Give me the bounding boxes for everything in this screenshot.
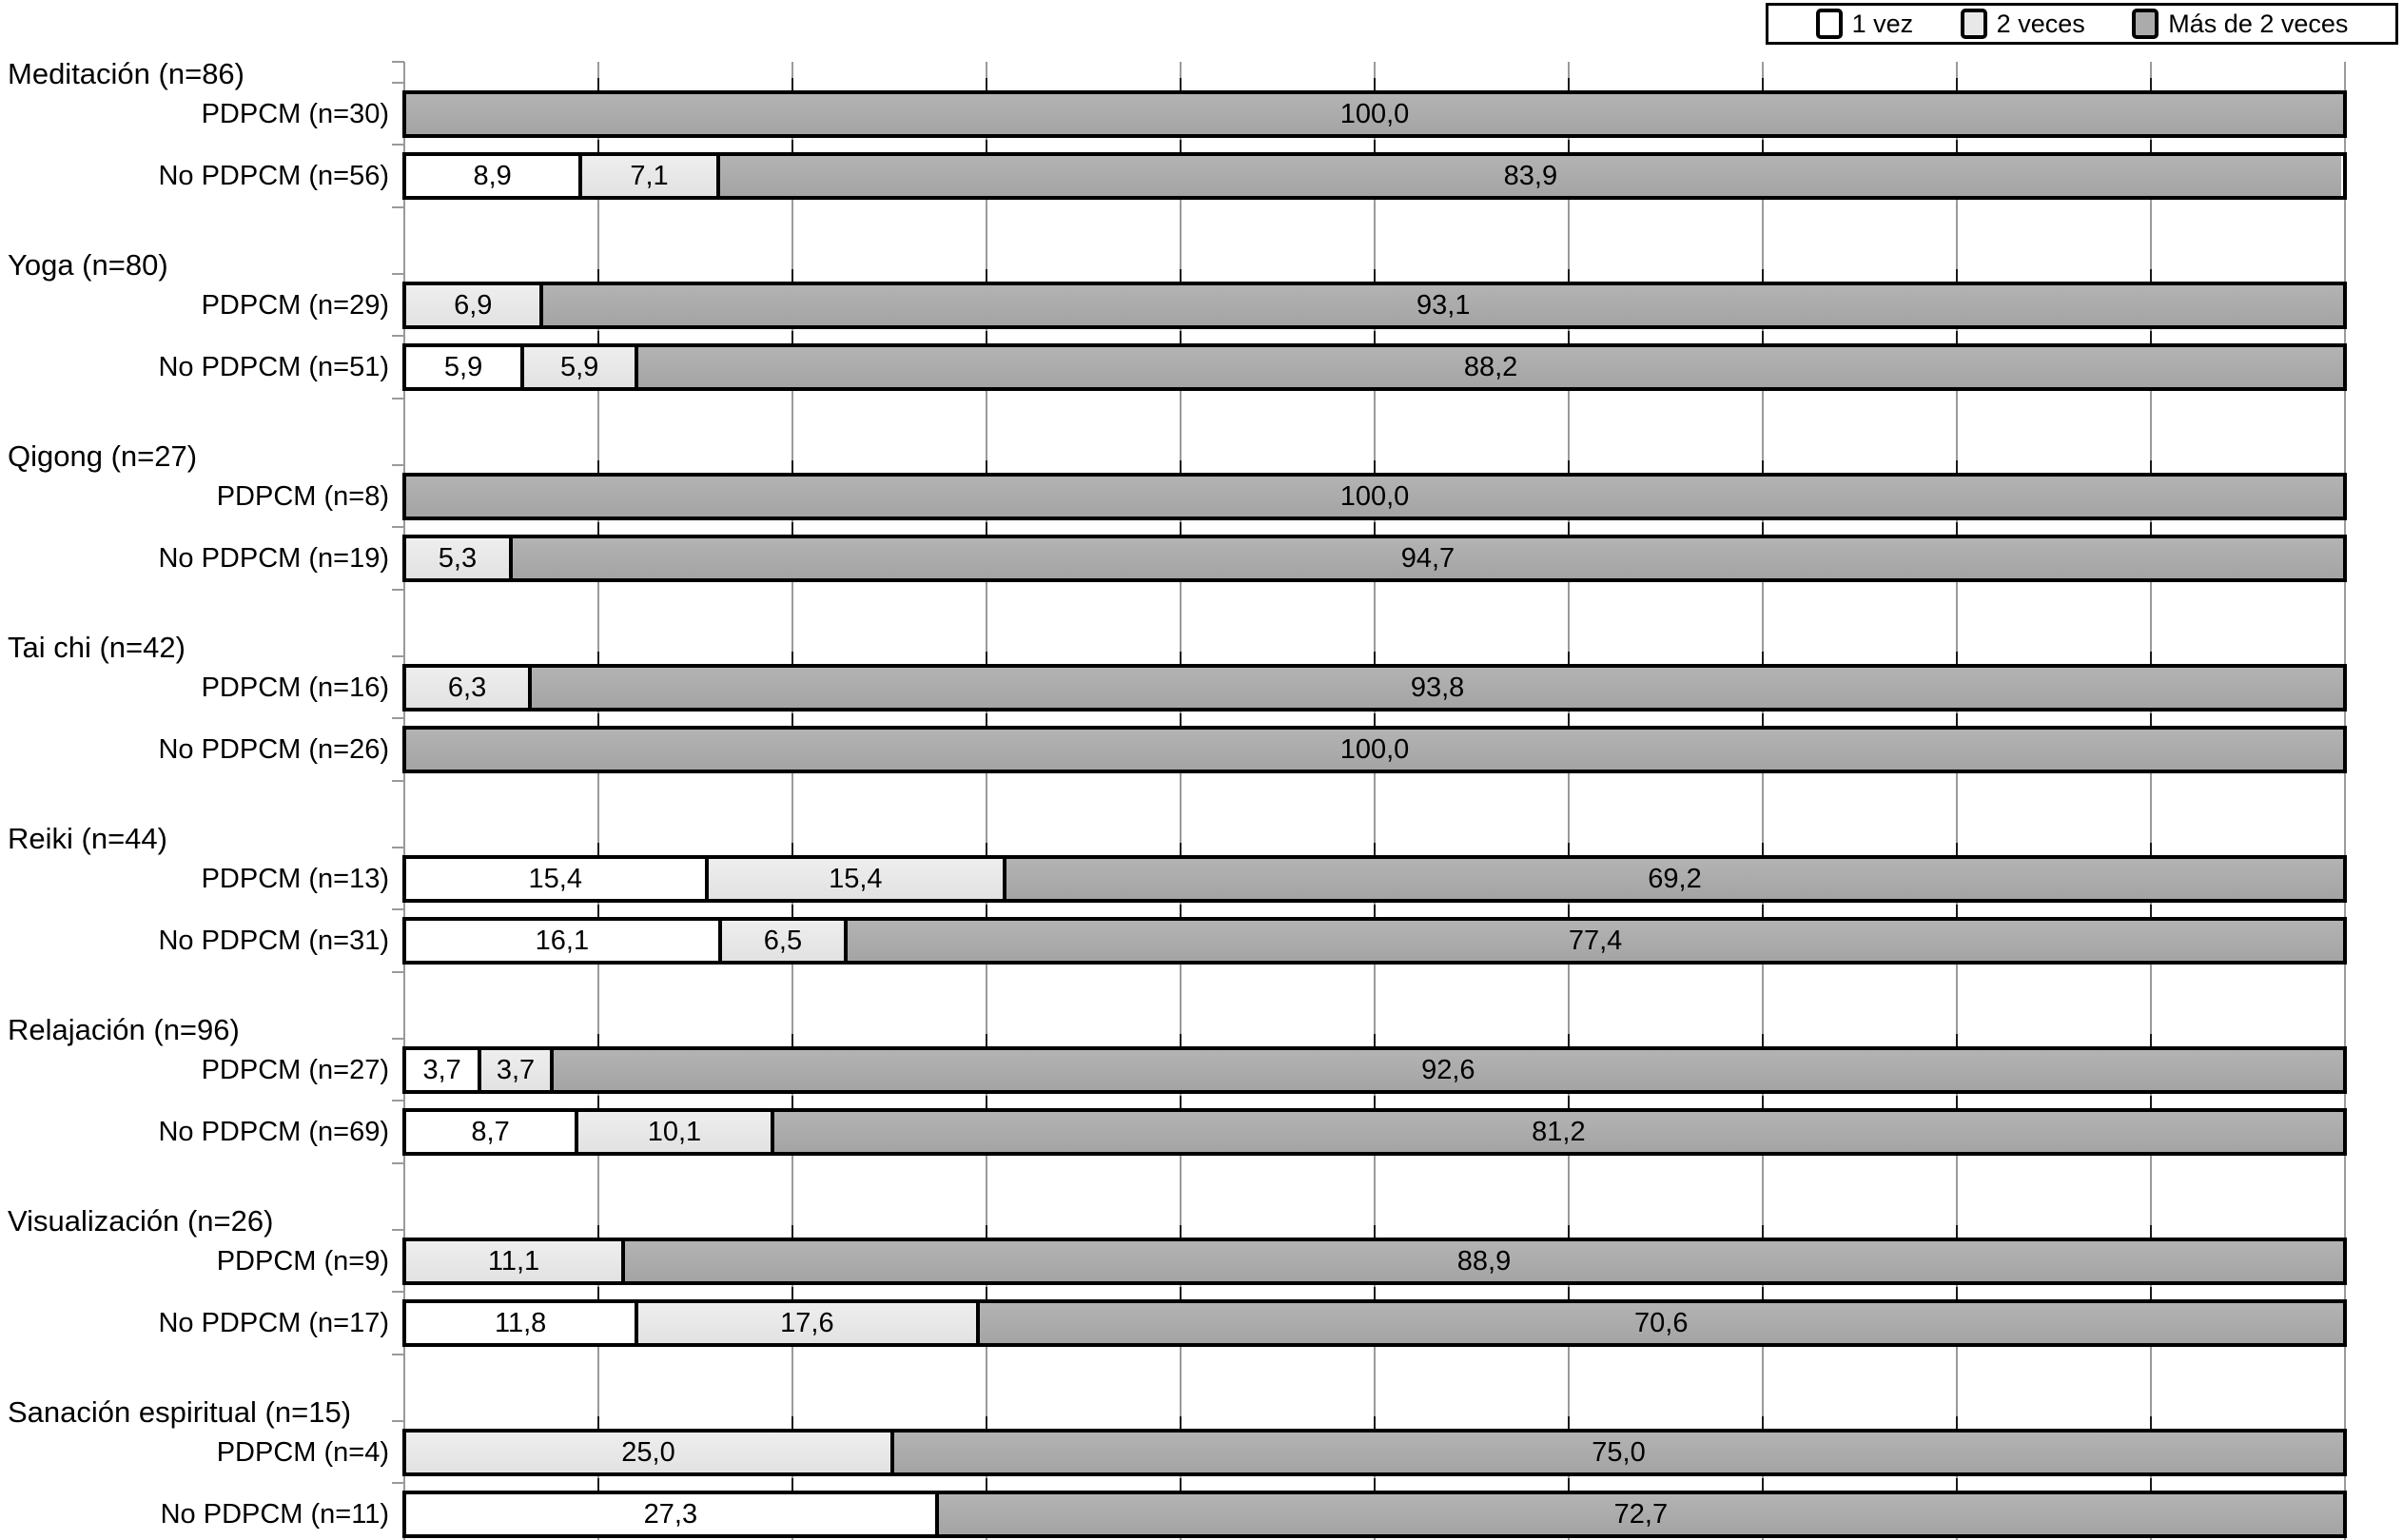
bar-gridline-tick [791,1225,793,1238]
bar-gridline-tick [2150,331,2152,343]
bar-gridline-tick [1374,1416,1376,1429]
segment-value: 5,9 [560,351,599,382]
segment-value: 69,2 [1648,863,1702,894]
segment-value: 11,1 [487,1245,540,1277]
bar-gridline-tick [1568,905,1570,917]
axis-tick [392,82,404,84]
bar-gridline-tick [1762,331,1764,343]
bar-gridline-tick [1374,331,1376,343]
segment-2-veces [578,156,716,196]
segment-2-veces [478,1050,549,1090]
bar-gridline-tick [1180,1478,1182,1491]
bar-gridline-tick [1956,331,1958,343]
axis-tick [392,335,404,337]
legend-item-1-vez [1816,9,1914,39]
bar-gridline-tick [791,843,793,855]
bar-gridline-tick [1568,140,1570,152]
bar-yoga-n-80-no-pdpcm-n-51 [402,343,2347,391]
bar-gridline-tick [986,652,987,664]
segment-value: 75,0 [1592,1436,1646,1468]
bar-gridline-tick [2150,1034,2152,1046]
segment-value: 5,9 [443,351,483,382]
bar-gridline-tick [986,905,987,917]
bar-gridline-tick [597,1287,599,1299]
segment-mas-de-2-veces [406,94,2343,134]
bar-qigong-n-27-no-pdpcm-n-19 [402,535,2347,582]
bar-tai-chi-n-42-no-pdpcm-n-26 [402,726,2347,773]
axis-tick [392,780,404,782]
bar-gridline-tick [2150,843,2152,855]
segment-value: 16,1 [535,925,590,956]
bar-gridline-tick [1762,1034,1764,1046]
bar-gridline-tick [1568,1478,1570,1491]
axis-tick [392,206,404,208]
segment-1-vez [406,859,705,899]
segment-value: 25,0 [621,1436,675,1468]
bar-gridline-tick [1762,1225,1764,1238]
bar-gridline-tick [1956,460,1958,473]
legend-swatch-mas-de-2-veces [2132,9,2159,39]
bar-gridline-tick [1762,269,1764,282]
bar-gridline-tick [1374,1096,1376,1108]
segment-value: 15,4 [528,863,582,894]
bar-gridline-tick [1568,843,1570,855]
group-label-meditacion-n-86: Meditación (n=86) [8,57,244,90]
bar-gridline-tick [1762,905,1764,917]
segment-mas-de-2-veces [1003,859,2343,899]
axis-tick [392,971,404,973]
bar-gridline-tick [1956,1096,1958,1108]
segment-2-veces [406,285,539,325]
axis-tick [392,1420,404,1422]
axis-tick [392,273,404,275]
bar-gridline-tick [986,1287,987,1299]
bar-gridline-tick [1956,905,1958,917]
bar-visualizacion-n-26-no-pdpcm-n-17 [402,1299,2347,1347]
bar-gridline-tick [791,331,793,343]
axis-tick [392,847,404,848]
bar-relajacion-n-96-no-pdpcm-n-69 [402,1108,2347,1156]
segment-value: 11,8 [494,1307,547,1338]
segment-value: 6,3 [447,672,487,703]
axis-tick [392,1162,404,1164]
bar-gridline-tick [1180,843,1182,855]
bar-gridline-tick [1180,1225,1182,1238]
bar-gridline-tick [1762,843,1764,855]
bar-gridline-tick [1956,1034,1958,1046]
bar-meditacion-n-86-pdpcm-n-30 [402,90,2347,138]
bar-gridline-tick [791,78,793,90]
bar-gridline-tick [1180,522,1182,535]
axis-tick [392,1482,404,1484]
bar-relajacion-n-96-pdpcm-n-27 [402,1046,2347,1094]
bar-gridline-tick [791,1096,793,1108]
axis-tick [392,655,404,657]
segment-value: 17,6 [780,1307,834,1338]
segment-value: 93,1 [1416,289,1471,321]
segment-1-vez [406,156,578,196]
bar-gridline-tick [597,331,599,343]
bar-gridline-tick [986,269,987,282]
row-label-meditacion-n-86-no-pdpcm-n-56: No PDPCM (n=56) [158,161,389,191]
bar-gridline-tick [1762,713,1764,726]
segment-value: 8,9 [473,160,512,191]
bar-gridline-tick [986,713,987,726]
segment-mas-de-2-veces [716,156,2341,196]
row-label-relajacion-n-96-pdpcm-n-27: PDPCM (n=27) [201,1055,389,1085]
bar-gridline-tick [597,1225,599,1238]
bar-gridline-tick [791,1287,793,1299]
bar-gridline-tick [2150,140,2152,152]
segment-mas-de-2-veces [635,347,2343,387]
bar-gridline-tick [1374,843,1376,855]
axis-tick [392,589,404,591]
bar-gridline-tick [2150,1478,2152,1491]
row-label-reiki-n-44-no-pdpcm-n-31: No PDPCM (n=31) [158,926,389,956]
bar-gridline-tick [986,843,987,855]
bar-gridline-tick [791,652,793,664]
bar-gridline-tick [1956,843,1958,855]
bar-gridline-tick [1374,269,1376,282]
bar-gridline-tick [1956,1416,1958,1429]
segment-value: 83,9 [1503,160,1558,191]
segment-mas-de-2-veces [406,477,2343,517]
legend-label: Más de 2 veces [2168,9,2349,38]
axis-tick [392,526,404,528]
bar-gridline-tick [2150,269,2152,282]
bar-gridline-tick [1568,1287,1570,1299]
bar-gridline-tick [1180,713,1182,726]
row-label-visualizacion-n-26-pdpcm-n-9: PDPCM (n=9) [216,1246,389,1277]
bar-gridline-tick [1568,1034,1570,1046]
axis-tick [392,1354,404,1355]
segment-value: 77,4 [1568,925,1623,956]
bar-gridline-tick [2150,652,2152,664]
bar-gridline-tick [1762,652,1764,664]
segment-value: 72,7 [1613,1498,1669,1530]
bar-gridline-tick [2150,1225,2152,1238]
bar-gridline-tick [791,905,793,917]
segment-mas-de-2-veces [890,1433,2343,1472]
segment-2-veces [406,538,509,578]
bar-gridline-tick [1956,78,1958,90]
bar-gridline-tick [1374,140,1376,152]
segment-mas-de-2-veces [976,1303,2343,1343]
bar-gridline-tick [1374,905,1376,917]
segment-2-veces [705,859,1004,899]
segment-2-veces [718,921,844,961]
bar-gridline-tick [1762,1478,1764,1491]
bar-gridline-tick [1568,1096,1570,1108]
group-label-relajacion-n-96: Relajación (n=96) [8,1013,240,1046]
bar-gridline-tick [1180,1416,1182,1429]
bar-gridline-tick [986,1034,987,1046]
bar-gridline-tick [1568,269,1570,282]
axis-tick [392,1229,404,1231]
bar-gridline-tick [1374,1478,1376,1491]
bar-sanacion-espiritual-n-15-pdpcm-n-4 [402,1429,2347,1476]
segment-value: 27,3 [643,1498,698,1530]
bar-gridline-tick [1180,78,1182,90]
segment-mas-de-2-veces [539,285,2343,325]
segment-2-veces [575,1112,771,1152]
row-label-reiki-n-44-pdpcm-n-13: PDPCM (n=13) [201,864,389,894]
bar-gridline-tick [2150,1416,2152,1429]
segment-value: 3,7 [496,1054,536,1085]
row-label-yoga-n-80-pdpcm-n-29: PDPCM (n=29) [201,290,389,321]
bar-qigong-n-27-pdpcm-n-8 [402,473,2347,520]
segment-mas-de-2-veces [844,921,2343,961]
bar-gridline-tick [597,1416,599,1429]
segment-value: 93,8 [1410,672,1465,703]
bar-gridline-tick [1180,905,1182,917]
bar-gridline-tick [1374,1034,1376,1046]
bar-gridline-tick [1762,1287,1764,1299]
bar-gridline-tick [1762,78,1764,90]
bar-gridline-tick [986,1416,987,1429]
bar-gridline-tick [597,1478,599,1491]
row-label-visualizacion-n-26-no-pdpcm-n-17: No PDPCM (n=17) [158,1308,389,1338]
bar-gridline-tick [791,522,793,535]
bar-reiki-n-44-pdpcm-n-13 [402,855,2347,903]
segment-2-veces [406,668,528,708]
bar-gridline-tick [597,269,599,282]
bar-gridline-tick [1956,652,1958,664]
segment-value: 88,9 [1456,1245,1512,1277]
row-label-qigong-n-27-pdpcm-n-8: PDPCM (n=8) [216,481,389,512]
axis-tick [392,1038,404,1040]
bar-gridline-tick [1762,1096,1764,1108]
bar-gridline-tick [1374,78,1376,90]
axis-tick-top [392,61,404,63]
bar-gridline-tick [1956,1478,1958,1491]
legend-swatch-1-vez [1816,9,1843,39]
bar-gridline-tick [2150,78,2152,90]
bar-gridline-tick [1956,1225,1958,1238]
bar-gridline-tick [1374,460,1376,473]
bar-gridline-tick [1180,331,1182,343]
legend [1766,3,2398,45]
bar-gridline-tick [597,140,599,152]
segment-value: 100,0 [1339,480,1410,512]
legend-item-mas-de-2-veces [2132,9,2348,39]
axis-tick [392,144,404,146]
bar-gridline-tick [986,331,987,343]
segment-2-veces [635,1303,975,1343]
segment-mas-de-2-veces [406,730,2343,770]
bar-gridline-tick [791,1416,793,1429]
segment-value: 3,7 [422,1054,461,1085]
bar-gridline-tick [791,140,793,152]
bar-gridline-tick [986,460,987,473]
segment-value: 81,2 [1532,1116,1586,1147]
bar-gridline-tick [2150,1287,2152,1299]
segment-value: 100,0 [1339,98,1410,129]
segment-1-vez [406,921,718,961]
group-label-visualizacion-n-26: Visualización (n=26) [8,1204,274,1238]
bar-gridline-tick [791,713,793,726]
row-label-tai-chi-n-42-no-pdpcm-n-26: No PDPCM (n=26) [158,734,389,765]
bar-gridline-tick [1956,1287,1958,1299]
bar-gridline-tick [597,652,599,664]
segment-mas-de-2-veces [621,1241,2343,1281]
segment-value: 6,9 [454,289,493,321]
bar-gridline-tick [597,1096,599,1108]
bar-gridline-tick [597,713,599,726]
bar-reiki-n-44-no-pdpcm-n-31 [402,917,2347,965]
legend-label: 1 vez [1851,9,1914,38]
bar-gridline-tick [597,460,599,473]
segment-value: 10,1 [647,1116,702,1147]
row-label-meditacion-n-86-pdpcm-n-30: PDPCM (n=30) [201,99,389,129]
segment-1-vez [406,1112,575,1152]
row-label-qigong-n-27-no-pdpcm-n-19: No PDPCM (n=19) [158,543,389,574]
group-label-sanacion-espiritual-n-15: Sanación espiritual (n=15) [8,1395,352,1429]
segment-mas-de-2-veces [550,1050,2343,1090]
bar-gridline-tick [1568,78,1570,90]
bar-gridline-tick [1568,652,1570,664]
bar-gridline-tick [1180,269,1182,282]
bar-gridline-tick [597,905,599,917]
bar-gridline-tick [597,843,599,855]
segment-value: 5,3 [438,542,478,574]
axis-tick [392,1100,404,1101]
legend-item-2-veces [1961,9,2085,39]
bar-gridline-tick [1568,331,1570,343]
axis-tick [392,1291,404,1293]
bar-gridline-tick [1762,460,1764,473]
axis-tick [392,398,404,400]
bar-gridline-tick [1374,522,1376,535]
bar-sanacion-espiritual-n-15-no-pdpcm-n-11 [402,1491,2347,1538]
segment-1-vez [406,1050,478,1090]
segment-1-vez [406,347,520,387]
bar-tai-chi-n-42-pdpcm-n-16 [402,664,2347,712]
row-label-yoga-n-80-no-pdpcm-n-51: No PDPCM (n=51) [158,352,389,382]
bar-gridline-tick [1762,1416,1764,1429]
group-label-yoga-n-80: Yoga (n=80) [8,248,168,282]
bar-gridline-tick [1180,140,1182,152]
bar-gridline-tick [1180,1287,1182,1299]
bar-gridline-tick [597,522,599,535]
bar-gridline-tick [1762,522,1764,535]
bar-gridline-tick [2150,522,2152,535]
bar-gridline-tick [1374,652,1376,664]
segment-value: 70,6 [1634,1307,1689,1338]
segment-value: 15,4 [829,863,883,894]
bar-gridline-tick [1762,140,1764,152]
bar-visualizacion-n-26-pdpcm-n-9 [402,1238,2347,1285]
bar-gridline-tick [986,522,987,535]
segment-value: 6,5 [763,925,803,956]
bar-gridline-tick [1568,1225,1570,1238]
row-label-sanacion-espiritual-n-15-no-pdpcm-n-11: No PDPCM (n=11) [160,1499,389,1530]
segment-value: 92,6 [1421,1054,1475,1085]
bar-gridline-tick [2150,1096,2152,1108]
bar-gridline-tick [1180,1034,1182,1046]
segment-mas-de-2-veces [771,1112,2343,1152]
bar-gridline-tick [1956,713,1958,726]
bar-gridline-tick [1374,1287,1376,1299]
bar-gridline-tick [791,269,793,282]
row-label-tai-chi-n-42-pdpcm-n-16: PDPCM (n=16) [201,673,389,703]
segment-mas-de-2-veces [528,668,2343,708]
bar-gridline-tick [986,1096,987,1108]
bar-gridline-tick [1374,1225,1376,1238]
axis-tick [392,464,404,466]
bar-gridline-tick [986,78,987,90]
segment-mas-de-2-veces [509,538,2343,578]
bar-gridline-tick [597,78,599,90]
segment-value: 7,1 [630,160,669,191]
bar-gridline-tick [1956,522,1958,535]
legend-label: 2 veces [1996,9,2085,38]
bar-gridline-tick [1374,713,1376,726]
bar-gridline-tick [986,140,987,152]
bar-yoga-n-80-pdpcm-n-29 [402,282,2347,329]
bar-gridline-tick [1568,713,1570,726]
bar-gridline-tick [2150,905,2152,917]
bar-gridline-tick [1568,460,1570,473]
group-label-qigong-n-27: Qigong (n=27) [8,439,198,473]
bar-gridline-tick [986,1478,987,1491]
bar-gridline-tick [1568,522,1570,535]
legend-swatch-2-veces [1961,9,1987,39]
group-label-reiki-n-44: Reiki (n=44) [8,822,167,855]
bar-gridline-tick [2150,460,2152,473]
segment-1-vez [406,1303,635,1343]
bar-gridline-tick [791,1034,793,1046]
segment-2-veces [520,347,635,387]
segment-2-veces [406,1241,621,1281]
bar-gridline-tick [1180,460,1182,473]
row-label-relajacion-n-96-no-pdpcm-n-69: No PDPCM (n=69) [158,1117,389,1147]
group-label-tai-chi-n-42: Tai chi (n=42) [8,631,186,664]
row-label-sanacion-espiritual-n-15-pdpcm-n-4: PDPCM (n=4) [216,1437,389,1468]
segment-value: 94,7 [1400,542,1455,574]
bar-gridline-tick [597,1034,599,1046]
segment-2-veces [406,1433,890,1472]
bar-gridline-tick [1180,1096,1182,1108]
segment-value: 8,7 [471,1116,510,1147]
bar-gridline-tick [1568,1416,1570,1429]
bar-gridline-tick [791,460,793,473]
bar-gridline-tick [791,1478,793,1491]
axis-tick [392,717,404,719]
axis-tick [392,908,404,910]
bar-gridline-tick [2150,713,2152,726]
bar-gridline-tick [1180,652,1182,664]
bar-meditacion-n-86-no-pdpcm-n-56 [402,152,2347,200]
segment-value: 88,2 [1463,351,1518,382]
bar-gridline-tick [1956,269,1958,282]
segment-1-vez [406,1494,935,1534]
bar-gridline-tick [1956,140,1958,152]
segment-mas-de-2-veces [935,1494,2343,1534]
segment-value: 100,0 [1339,733,1410,765]
bar-gridline-tick [986,1225,987,1238]
